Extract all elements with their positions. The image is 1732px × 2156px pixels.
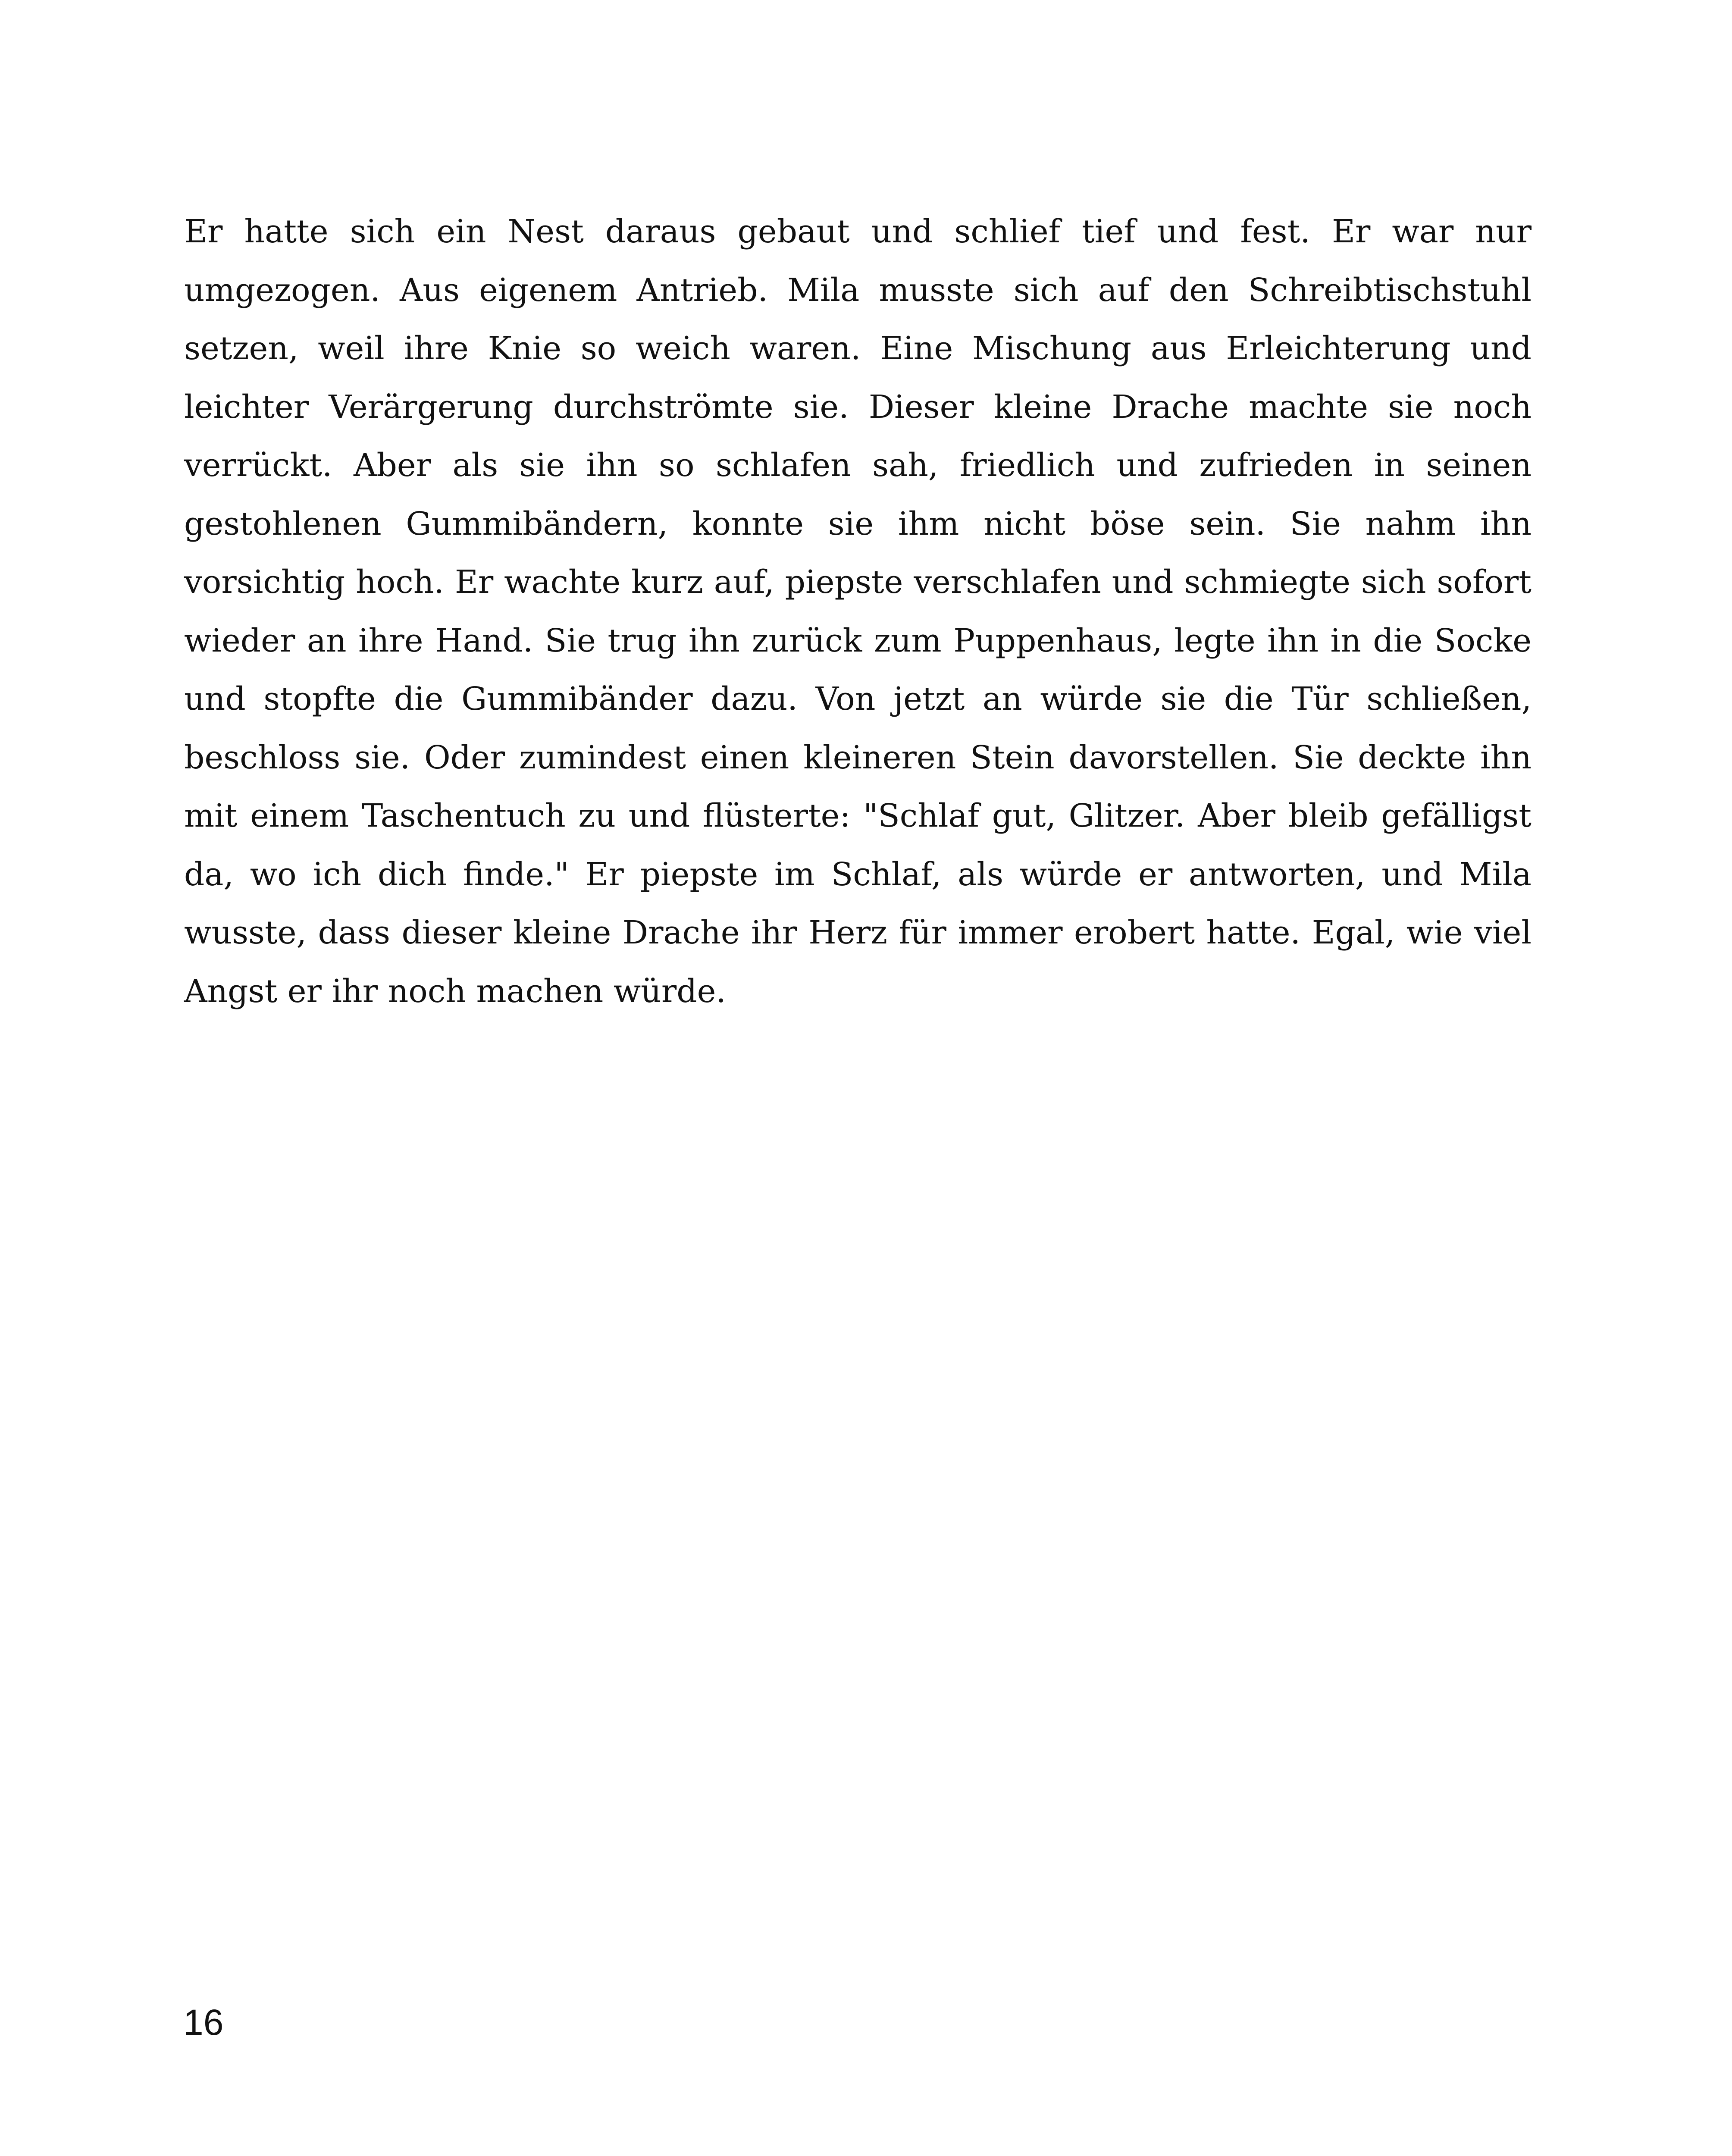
text-line: verrückt. Aber als sie ihn so schlafen sah, friedlich und zufrieden in seinen: [184, 447, 1532, 484]
page-number: 16: [183, 2002, 224, 2043]
text-line: wieder an ihre Hand. Sie trug ihn zurück zum Puppenhaus, legte ihn in die Socke: [184, 622, 1532, 659]
text-line: mit einem Taschentuch zu und flüsterte: "Schlaf gut, Glitzer. Aber bleib gefälligst: [184, 797, 1532, 834]
text-line: umgezogen. Aus eigenem Antrieb. Mila musste sich auf den Schreibtischstuhl: [184, 271, 1532, 309]
text-line: gestohlenen Gummibändern, konnte sie ihm nicht böse sein. Sie nahm ihn: [184, 505, 1532, 542]
text-line: wusste, dass dieser kleine Drache ihr Herz für immer erobert hatte. Egal, wie viel: [184, 914, 1532, 951]
text-line: da, wo ich dich finde." Er piepste im Schlaf, als würde er antworten, und Mila: [184, 856, 1532, 893]
text-line: Er hatte sich ein Nest daraus gebaut und schlief tief und fest. Er war nur: [184, 213, 1532, 250]
text-line-last: Angst er ihr noch machen würde.: [184, 972, 726, 1010]
body-paragraph: [184, 203, 1532, 1021]
text-line: leichter Verärgerung durchströmte sie. Dieser kleine Drache machte sie noch: [184, 388, 1532, 426]
text-line: und stopfte die Gummibänder dazu. Von jetzt an würde sie die Tür schließen,: [184, 680, 1532, 718]
text-line: setzen, weil ihre Knie so weich waren. Eine Mischung aus Erleichterung und: [184, 330, 1532, 367]
text-line: vorsichtig hoch. Er wachte kurz auf, piepste verschlafen und schmiegte sich sofort: [184, 564, 1532, 601]
text-line: beschloss sie. Oder zumindest einen kleineren Stein davorstellen. Sie deckte ihn: [184, 739, 1532, 776]
